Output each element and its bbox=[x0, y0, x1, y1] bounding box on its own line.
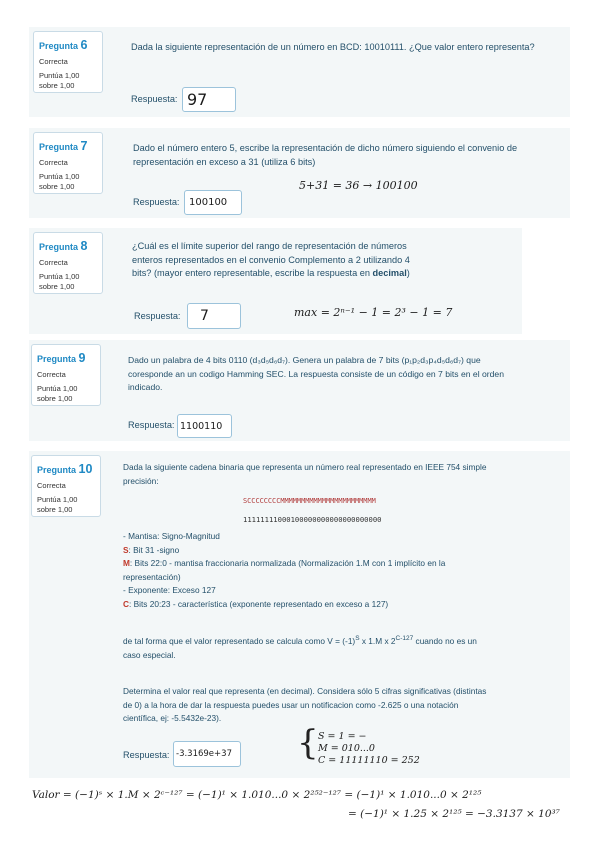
handwritten-derivation: Valor = (−1)ˢ × 1.M × 2ᶜ⁻¹²⁷ = (−1)¹ × 1.010...0 × 2²⁵²⁻¹²⁷ = (−1)¹ × 1.010...0 × 2¹²⁵ bbox=[32, 789, 482, 801]
question-title: Pregunta 9 bbox=[37, 351, 86, 365]
answer-field[interactable]: -3.3169e+37 bbox=[173, 741, 241, 767]
question-7 bbox=[29, 128, 570, 218]
response-label: Respuesta: bbox=[128, 420, 175, 430]
question-grade: Puntúa 1,00 sobre 1,00 bbox=[37, 495, 78, 514]
question-info-10 bbox=[31, 455, 101, 517]
question-grade: Puntúa 1,00 sobre 1,00 bbox=[37, 384, 78, 403]
question-title: Pregunta 8 bbox=[39, 239, 88, 253]
question-info-6 bbox=[33, 31, 103, 93]
question-grade: Puntúa 1,00 sobre 1,00 bbox=[39, 172, 80, 191]
response-label: Respuesta: bbox=[123, 750, 170, 760]
handwritten-brace: { bbox=[297, 723, 319, 763]
question-grade: Puntúa 1,00 sobre 1,00 bbox=[39, 71, 80, 90]
question-text: Dada la siguiente representación de un número en BCD: 10010111. ¿Que valor entero representa? bbox=[131, 42, 535, 52]
question-title: Pregunta 10 bbox=[37, 462, 93, 476]
determine-text: Determina el valor real que representa (en decimal). Considera sólo 5 cifras significativas (distintas de 0) a la hora de dar la respuesta puedes usar un notificacion como -2.625 o una notación científica, ej: -5.5432e-23). bbox=[123, 686, 487, 723]
question-text: Dado un palabra de 4 bits 0110 (d₃d₅d₆d₇). Genera un palabra de 7 bits (p₁p₂d₃p₄d₅d₆d₇) que coresponde an un codigo Hamming SEC. La respuesta consiste de un código en 7 bits en el orden indicado. bbox=[128, 355, 504, 392]
question-info-8 bbox=[33, 232, 103, 294]
handwritten-note: S = 1 = − M = 010...0 C = 11111110 = 252 bbox=[318, 731, 420, 766]
format-description: - Mantisa: Signo-Magnitud S: Bit 31 -signo M: Bits 22:0 - mantisa fraccionaria normalizada (Normalización 1.M con 1 implícito en la representación) - Exponente: Exceso 127 C: Bits 20:23 - característica (exponente representado en exceso a 127) bbox=[123, 531, 446, 609]
question-9 bbox=[29, 340, 570, 441]
response-label: Respuesta: bbox=[134, 311, 181, 321]
formula-text: de tal forma que el valor representado se calcula como $V = (-1)^S$ x 1.M x $2^{C-127}$ cuando no es un caso especial. bbox=[123, 635, 477, 660]
question-state: Correcta bbox=[39, 258, 68, 267]
handwritten-note: max = 2ⁿ⁻¹ − 1 = 2³ − 1 = 7 bbox=[294, 306, 453, 319]
answer-field[interactable]: 7 bbox=[187, 303, 241, 329]
question-text: Dada la siguiente cadena binaria que representa un número real representado en IEEE 754 simple precisión: bbox=[123, 462, 487, 486]
bit-string: 11111111000100000000000000000000 bbox=[243, 515, 382, 524]
answer-field[interactable]: 97 bbox=[182, 87, 236, 112]
answer-field[interactable]: 100100 bbox=[184, 190, 242, 215]
question-info-7 bbox=[33, 132, 103, 194]
question-6 bbox=[29, 27, 570, 117]
question-info-9 bbox=[31, 344, 101, 406]
handwritten-note: 5+31 = 36 → 100100 bbox=[299, 179, 418, 192]
answer-field[interactable]: 1100110 bbox=[177, 414, 232, 438]
format-string: SCCCCCCCCMMMMMMMMMMMMMMMMMMMMMMM bbox=[243, 497, 376, 505]
response-label: Respuesta: bbox=[131, 94, 178, 104]
question-text: ¿Cuál es el límite superior del rango de representación de números enteros representados en el convenio Complemento a 2 utilizando 4 bits? (mayor entero representable, escribe la respuesta en decimal) bbox=[132, 241, 410, 278]
question-state: Correcta bbox=[37, 370, 66, 379]
question-state: Correcta bbox=[37, 481, 66, 490]
question-text: Dado el número entero 5, escribe la representación de dicho número siguiendo el convenio de representación en exceso a 31 (utiliza 6 bits) bbox=[133, 143, 518, 167]
question-8 bbox=[29, 228, 522, 334]
question-title: Pregunta 6 bbox=[39, 38, 88, 52]
handwritten-derivation: = (−1)¹ × 1.25 × 2¹²⁵ = −3.3137 × 10³⁷ bbox=[348, 808, 560, 820]
question-state: Correcta bbox=[39, 158, 68, 167]
question-grade: Puntúa 1,00 sobre 1,00 bbox=[39, 272, 80, 291]
question-title: Pregunta 7 bbox=[39, 139, 88, 153]
response-label: Respuesta: bbox=[133, 197, 180, 207]
question-state: Correcta bbox=[39, 57, 68, 66]
